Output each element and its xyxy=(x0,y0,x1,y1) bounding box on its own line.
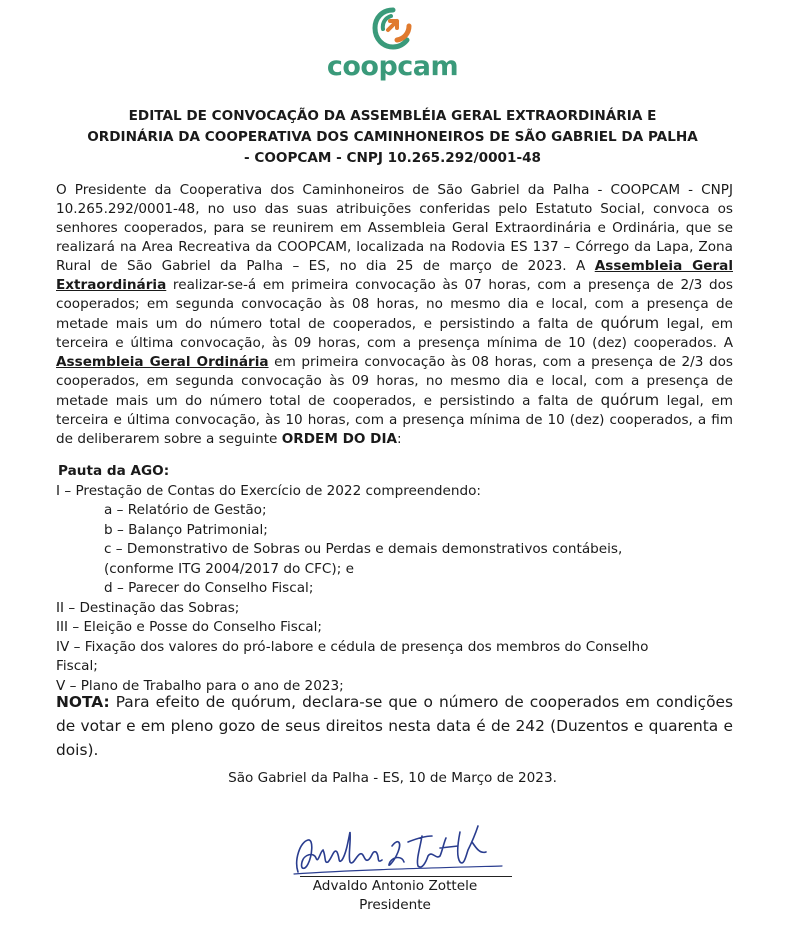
agenda-item: I – Prestação de Contas do Exercício de 2022 compreendendo: xyxy=(56,482,481,499)
convocation-body xyxy=(56,181,733,449)
agenda xyxy=(56,462,736,696)
signatory-name: Advaldo Antonio Zottele xyxy=(312,878,478,894)
agenda-item: III – Eleição e Posse do Conselho Fiscal; xyxy=(56,619,322,635)
handwritten-signature xyxy=(290,812,510,878)
body-text-1: O Presidente da Cooperativa dos Caminhoneiros de São Gabriel da Palha - COOPCAM - CNPJ 10.265.292/0001-48, no uso das suas atribuições conferidas pelo Estatuto Social, convoca os senhores cooperados, para se reunirem em Assembleia Geral Extraordinária e Ordinária, que se realizará na Area Recreativa da COOPCAM, localizada na Rodovia ES 137 – Córrego da Lapa, Zona Rural de São Gabriel da Palha – ES, no dia 25 de março de 2023. A xyxy=(56,182,733,274)
body-text-6: : xyxy=(397,431,402,447)
agenda-item-continuation: Fiscal; xyxy=(56,658,98,674)
note-label: NOTA: xyxy=(56,693,110,711)
agenda-subitem: a – Relatório de Gestão; xyxy=(104,502,267,518)
title-line-2: ORDINÁRIA DA COOPERATIVA DOS CAMINHONEIROS DE SÃO GABRIEL DA PALHA xyxy=(87,129,698,145)
agenda-item: II – Destinação das Sobras; xyxy=(56,599,240,616)
quorum-word-2: quórum xyxy=(600,391,660,409)
convocation-paragraph xyxy=(56,181,733,449)
body-text-3: legal, em terceira e última convocação, às 09 horas, com a presença mínima de 10 (dez) cooperados. A xyxy=(56,316,733,351)
agenda-subitem-continuation: (conforme ITG 2004/2017 do CFC); e xyxy=(104,560,354,577)
document-title xyxy=(40,106,745,169)
agenda-subitem: b – Balanço Patrimonial; xyxy=(104,521,268,538)
body-text-5: legal, em terceira e última convocação, às 10 horas, com a presença mínima de 10 (dez) cooperados, a fim de deliberarem sobre a seguinte xyxy=(56,393,733,447)
agenda-subitem: d – Parecer do Conselho Fiscal; xyxy=(104,580,314,596)
title-line-3: - COOPCAM - CNPJ 10.265.292/0001-48 xyxy=(243,150,542,166)
body-text-4: em primeira convocação às 08 horas, com a presença de 2/3 dos cooperados, em segunda convocação às 09 horas, no mesmo dia e local, com a presença de metade mais um do número total de cooperados, e persistindo a falta de xyxy=(56,354,733,409)
place-and-date: São Gabriel da Palha - ES, 10 de Março de 2023. xyxy=(228,770,557,786)
signatory-role: Presidente xyxy=(359,897,431,913)
ordem-do-dia: ORDEM DO DIA xyxy=(281,431,398,447)
age-heading: Assembleia Geral Extraordinária xyxy=(56,258,733,293)
logo-wordmark: coopcam xyxy=(326,51,459,82)
title-line-1: EDITAL DE CONVOCAÇÃO DA ASSEMBLÉIA GERAL EXTRAORDINÁRIA E xyxy=(128,108,657,124)
quorum-word-1: quórum xyxy=(600,314,660,332)
agenda-item: V – Plano de Trabalho para o ano de 2023; xyxy=(56,677,344,694)
agenda-heading: Pauta da AGO: xyxy=(58,463,170,479)
note-text: Para efeito de quórum, declara-se que o número de cooperados em condições de votar e em pleno gozo de seus direitos nesta data é de 242 (Duzentos e quarenta e dois). xyxy=(56,693,733,759)
agenda-subitem: c – Demonstrativo de Sobras ou Perdas e demais demonstrativos contábeis, xyxy=(104,541,623,557)
note xyxy=(56,690,733,762)
signatory xyxy=(280,877,510,915)
ago-heading: Assembleia Geral Ordinária xyxy=(56,354,269,370)
agenda-item: IV – Fixação dos valores do pró-labore e cédula de presença dos membros do Conselho xyxy=(56,638,649,655)
body-text-2: realizar-se-á em primeira convocação às 07 horas, com a presença de 2/3 dos cooperados; em segunda convocação às 08 horas, no mesmo dia e local, com a presença de metade mais um do número total de cooperados, e persistindo a falta de xyxy=(56,277,733,332)
coopcam-logo xyxy=(0,6,785,82)
coopcam-logo-icon xyxy=(368,6,418,52)
